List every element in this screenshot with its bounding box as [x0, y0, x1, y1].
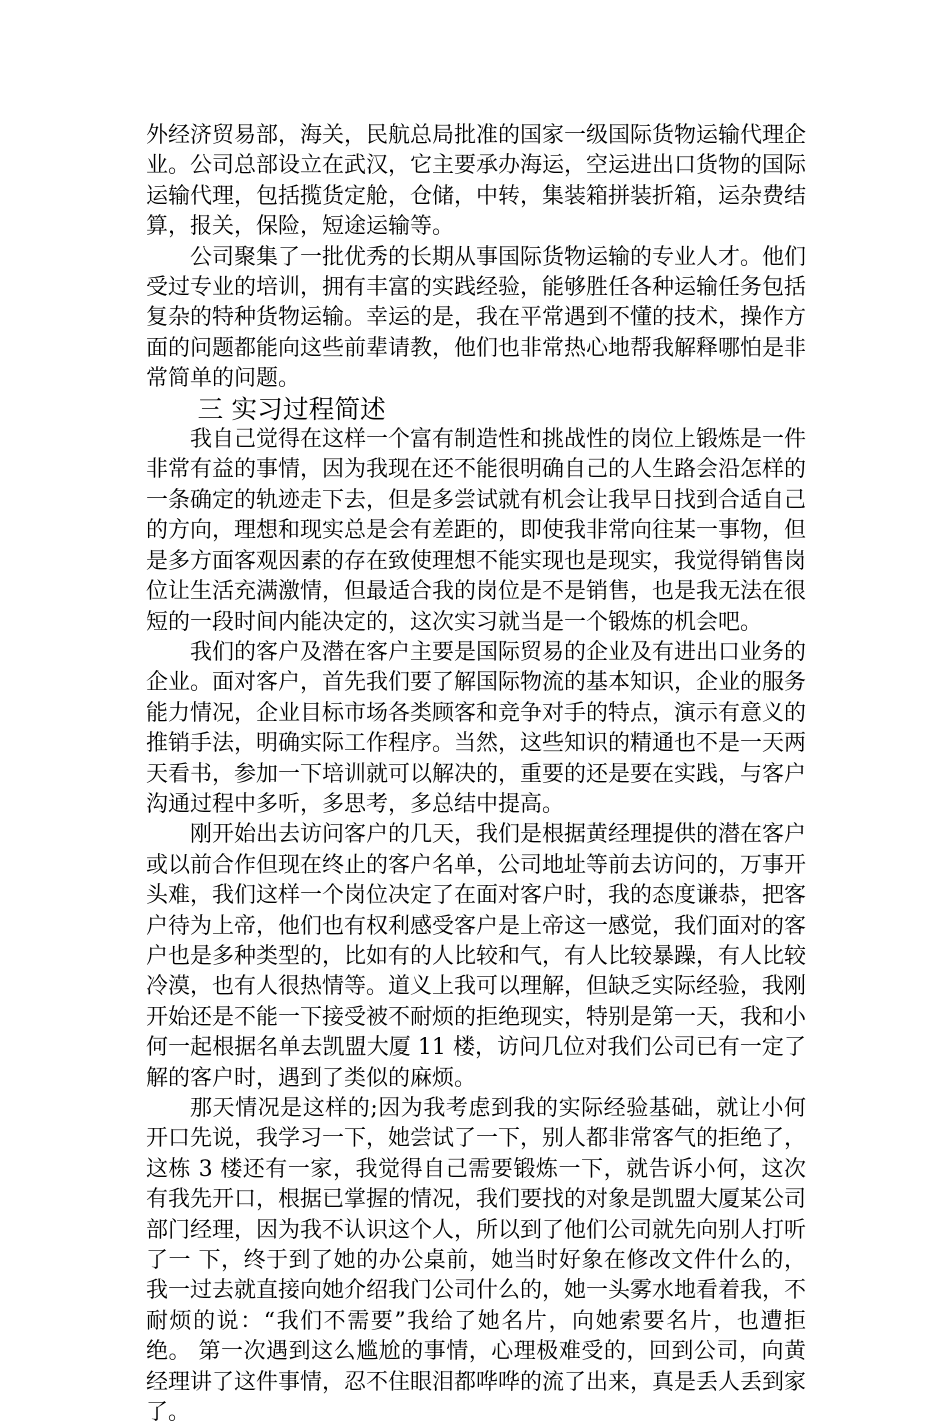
- document-page: [146, 121, 806, 1428]
- paragraph-company-overview: 外经济贸易部，海关，民航总局批准的国家一级国际货物运输代理企业。公司总部设立在武汉，它主要承办海运，空运进出口货物的国际运输代理，包括揽货定舱，仓储，中转，集装箱拼装折箱，运杂费结算，报关，保险，短途运输等。: [146, 123, 807, 240]
- paragraph-that-day: 那天情况是这样的;因为我考虑到我的实际经验基础，就让小何开口先说，我学习一下，她尝试了一下，别人都非常客气的拒绝了，这栋 3 楼还有一家，我觉得自己需要锻炼一下，就告诉小何，这次有我先开口，根据已掌握的情况，我们要找的对象是凯盟大厦某公司部门经理，因为我不认识这个人，所以到了他们公司就先向别人打听了一 下，终于到了她的办公桌前，她当时好象在修改文件什么的，我一过去就直接向她介绍我门公司什么的，她一头雾水地看着我，不耐烦的说：“我们不需要”我给了她名片，向她索要名片，也遭拒绝。 第一次遇到这么尴尬的事情，心理极难受的，回到公司，向黄经理讲了这件事情，忍不住眼泪都哗哗的流了出来，真是丢人丢到家了。: [146, 1096, 807, 1426]
- paragraph-personal-reflection: 我自己觉得在这样一个富有制造性和挑战性的岗位上锻炼是一件非常有益的事情，因为我现在还不能很明确自己的人生路会沿怎样的一条确定的轨迹走下去，但是多尝试就有机会让我早日找到合适自己的方向，理想和现实总是会有差距的，即使我非常向往某一事物，但是多方面客观因素的存在致使理想不能实现也是现实，我觉得销售岗位让生活充满激情，但最适合我的岗位是不是销售，也是我无法在很短的一段时间内能决定的，这次实习就当是一个锻炼的机会吧。: [146, 427, 807, 635]
- paragraph-customers: 我们的客户及潜在客户主要是国际贸易的企业及有进出口业务的企业。面对客户，首先我们要了解国际物流的基本知识，企业的服务能力情况，企业目标市场各类顾客和竞争对手的特点，演示有意义的推销手法，明确实际工作程序。当然，这些知识的精通也不是一天两天看书，参加一下培训就可以解决的，重要的还是要在实践，与客户沟通过程中多听，多思考，多总结中提高。: [146, 639, 807, 817]
- paragraph-company-staff: 公司聚集了一批优秀的长期从事国际货物运输的专业人才。他们受过专业的培训，拥有丰富的实践经验，能够胜任各种运输任务包括复杂的特种货物运输。幸运的是，我在平常遇到不懂的技术，操作方面的问题都能向这些前辈请教，他们也非常热心地帮我解释哪怕是非常简单的问题。: [146, 244, 807, 392]
- paragraph-first-visits: 刚开始出去访问客户的几天，我们是根据黄经理提供的潜在客户或以前合作但现在终止的客户名单，公司地址等前去访问的，万事开头难，我们这样一个岗位决定了在面对客户时，我的态度谦恭，把客户待为上帝，他们也有权利感受客户是上帝这一感觉，我们面对的客户也是多种类型的，比如有的人比较和气，有人比较暴躁，有人比较冷漠，也有人很热情等。道义上我可以理解，但缺乏实际经验，我刚开始还是不能一下接受被不耐烦的拒绝现实，特别是第一天，我和小何一起根据名单去凯盟大厦 11 楼，访问几位对我们公司已有一定了解的客户时，遇到了类似的麻烦。: [146, 822, 807, 1091]
- section-heading-internship-process: 三 实习过程简述: [197, 394, 386, 425]
